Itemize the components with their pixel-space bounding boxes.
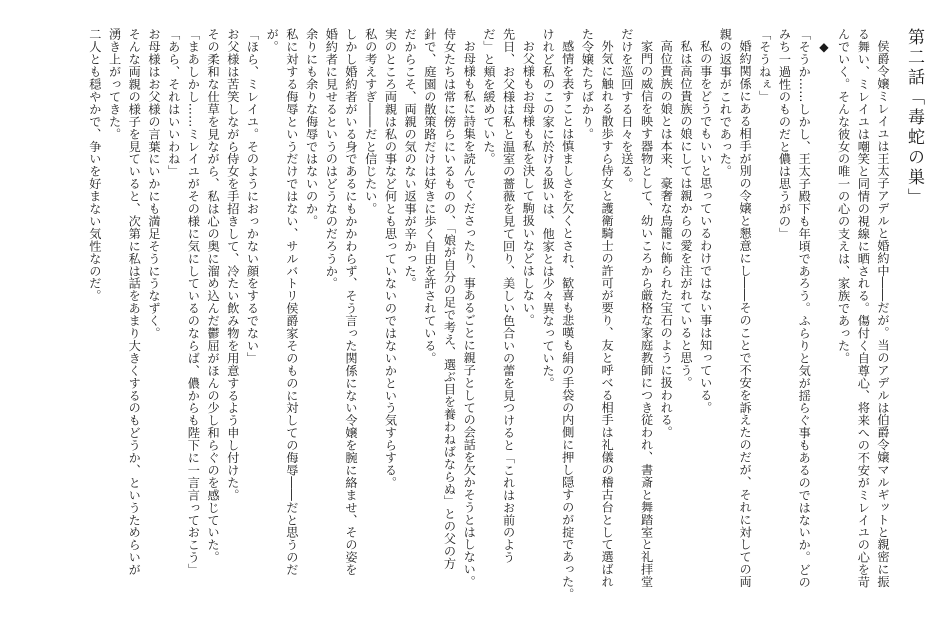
text-line: 外気に触れる散歩すら侍女と護衛騎士の許可が要り、友と呼べる相手は礼儀の稽古台として選ばれ <box>600 40 615 588</box>
text-line: 余りにも余りな侮辱ではないのか。 <box>304 28 319 228</box>
text-line: 湧き上がってきた。 <box>107 28 122 141</box>
text-line: 「ほら、ミレイユ。そのようにおっかない顔をするでない」 <box>245 28 260 365</box>
text-line: お父様は苦笑しながら侍女を手招きして、冷たい飲み物を用意するよう申し付けた。 <box>225 28 240 502</box>
text-line: 私に対する侮辱というだけではない、サルバトリ侯爵家そのものに対しての侮辱――だと思うのだ <box>284 28 299 576</box>
vertical-text-body <box>84 28 926 608</box>
text-line: 「そうか……しかし、王太子殿下も年頃であろう。ふらりと気が揺らぐ事もあるのではないか。どの <box>797 28 812 589</box>
text-line: 親の返事がこれであった。 <box>718 28 733 178</box>
text-line: その柔和な仕草を見ながら、私は心の奥に溜め込んだ鬱屈がほんの少し和らぐのを感じていた。 <box>206 28 221 564</box>
text-line: んでいく。そんな彼女の唯一の心の支えは、家族であった。 <box>836 28 851 365</box>
text-line: 「あら、それはいいわね」 <box>166 28 181 178</box>
text-line: 感情を表すことは慎ましさを欠くとされ、歓喜も悲嘆も絹の手袋の内側に押し隠すのが掟であった。 <box>560 40 575 601</box>
text-line: 「まあしかし……ミレイユがその様に気にしているのならば、儂からも陛下に一言言っておこう」 <box>186 28 201 576</box>
text-line: 「そうねぇ」 <box>757 28 772 103</box>
text-line: 針で、庭園の散策路だけは好きに歩く自由を許されている。 <box>422 28 437 365</box>
text-line: る舞い、ミレイユは嘲笑と同情の視線に晒される。傷付く自尊心、将来への不安がミレイユの心を苛 <box>856 28 871 589</box>
text-line: お父様もお母様も私を決して駒扱いなどはしない。 <box>521 40 536 327</box>
text-line: 先日、お父様は私と温室の薔薇を見て回り、美しい色合いの蕾を見つけると「これはお前のよう <box>501 28 516 564</box>
text-line: 侍女たちは常に傍らにいるものの、「娘が自分の足で考え、選ぶ目を養わねばならぬ」との父の方 <box>442 28 457 570</box>
text-line: 婚約者に見せるというのはどうなのだろうか。 <box>324 28 339 290</box>
text-line: 婚約関係にある相手が別の令嬢と懇意にし――そのことで不安を訴えたのだが、それに対しての両 <box>738 40 753 588</box>
text-line: た令嬢たちばかり。 <box>580 28 595 141</box>
text-line: 二人とも穏やかで、争いを好まない気性なのだ。 <box>87 28 102 302</box>
text-line: だからこそ、両親の気のない返事が辛かった。 <box>403 28 418 290</box>
text-line: だけを巡回する日々を送る。 <box>619 28 634 190</box>
section-break-marker: ◆ <box>816 40 831 54</box>
text-line: 私は高位貴族の娘にしては親からの愛を注がれていると思う。 <box>678 40 693 389</box>
text-line: 侯爵令嬢ミレイユは王太子アデルと婚約中――だが。当のアデルは伯爵令嬢マルギットと親密に振 <box>876 40 890 588</box>
text-line: みち一過性のものだと儂は思うがの」 <box>777 28 792 240</box>
text-line: 私の事をどうでもいいと思っているわけではない事は知っている。 <box>698 40 713 414</box>
text-line: 実のところ両親は私の事など何とも思っていないのではないかという気すらする。 <box>383 28 398 489</box>
text-line: そんな両親の様子を見ていると、次第に私は話をあまり大きくするのもどうか、というためらいが <box>127 28 142 576</box>
text-line: けれど私のこの家に於ける扱いは、他家とは少々異なっていた。 <box>541 28 556 390</box>
text-line: 家門の威信を映す器物として、幼いころから厳格な家庭教師につき従われ、書斎と舞踏室と礼拝堂 <box>639 40 654 588</box>
text-line: だ」と頬を緩めていた。 <box>481 28 496 165</box>
text-line: 私の考えすぎ――だと信じたい。 <box>363 28 378 215</box>
text-line: 高位貴族の娘とは本来、豪奢な鳥籠に飾られた宝石のように扱われる。 <box>659 40 674 439</box>
text-line: しかし婚約者がいる身であるにもかかわらず、そう言った関係にない令嬢を腕に絡ませ、その姿を <box>344 28 359 576</box>
text-line: お母様はお父様の言葉にいかにも満足そうにうなずく。 <box>146 28 161 340</box>
text-line: が。 <box>265 28 280 53</box>
chapter-title: 第二話「毒蛇の巣」 <box>904 28 924 208</box>
text-line: お母様も私に詩集を読んでくださったり、事あるごとに親子としての会話を欠かそうとはしない。 <box>462 40 477 588</box>
